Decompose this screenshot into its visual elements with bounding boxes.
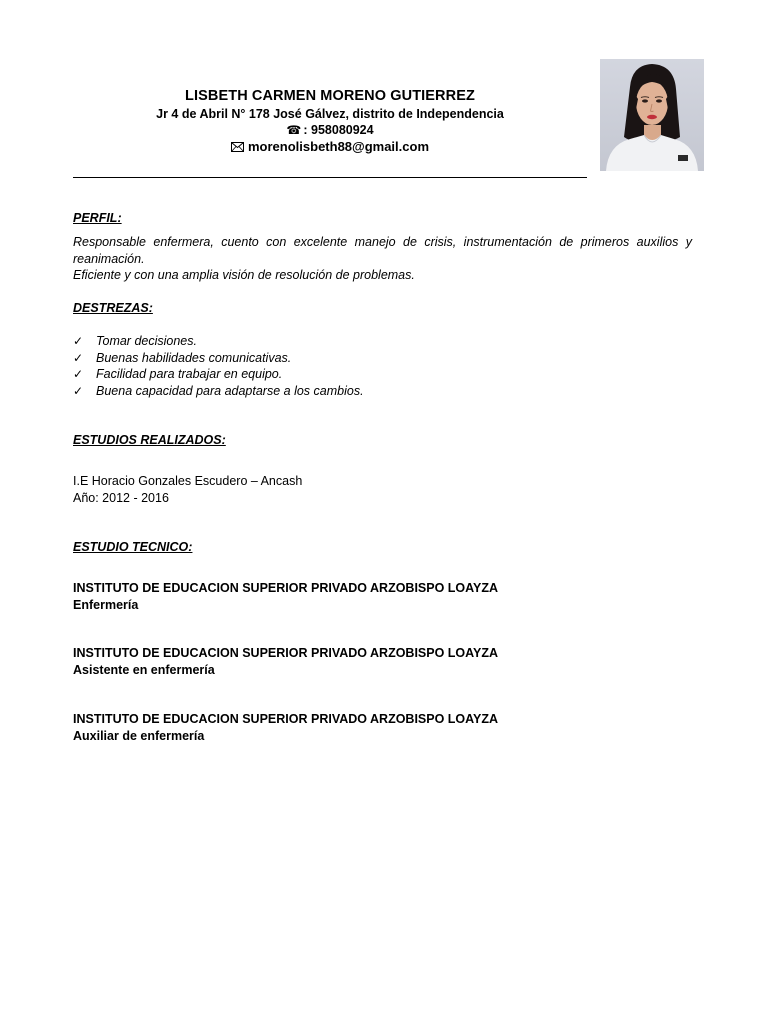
checkmark-icon: ✓ [73,350,84,365]
address: Jr 4 de Abril N° 178 José Gálvez, distrito de Independencia [156,107,504,121]
list-item [73,333,364,350]
phone-icon: ☎ [286,123,302,137]
skill-text: Tomar decisiones. [96,334,197,348]
email-line [73,138,587,156]
checkmark-icon: ✓ [73,383,84,398]
full-name: LISBETH CARMEN MORENO GUTIERREZ [185,88,475,104]
list-item [73,383,364,400]
perfil-heading: PERFIL: [73,211,122,225]
school-name: I.E Horacio Gonzales Escudero – Ancash [73,474,303,488]
school-years: Año: 2012 - 2016 [73,491,169,505]
list-item [73,350,364,367]
mail-icon [231,142,244,152]
program-name: Auxiliar de enfermería [73,729,205,743]
list-item [73,366,364,383]
perfil-summary: Responsable enfermera, cuento con excelente manejo de crisis, instrumentación de primeros auxilios y reanimación. [73,235,692,266]
program-name: Enfermería [73,598,139,612]
portrait-image [600,59,704,171]
profile-photo [600,59,704,171]
skill-text: Facilidad para trabajar en equipo. [96,367,283,381]
phone-number: : 958080924 [303,123,374,137]
phone-line [73,122,587,138]
institution-name: INSTITUTO DE EDUCACION SUPERIOR PRIVADO ARZOBISPO LOAYZA [73,581,499,595]
skills-list [73,333,364,399]
resume-header [73,86,587,156]
checkmark-icon: ✓ [73,367,84,381]
email-address: morenolisbeth88@gmail.com [248,139,429,154]
skill-text: Buena capacidad para adaptarse a los cambios. [96,383,364,398]
institution-name: INSTITUTO DE EDUCACION SUPERIOR PRIVADO ARZOBISPO LOAYZA [73,712,499,726]
destrezas-heading: DESTREZAS: [73,301,153,315]
tecnico-heading: ESTUDIO TECNICO: [73,540,193,554]
header-divider [73,177,587,178]
checkmark-icon: ✓ [73,334,84,348]
estudios-heading: ESTUDIOS REALIZADOS: [73,433,226,447]
skill-text: Buenas habilidades comunicativas. [96,350,292,365]
program-name: Asistente en enfermería [73,663,215,677]
institution-name: INSTITUTO DE EDUCACION SUPERIOR PRIVADO ARZOBISPO LOAYZA [73,646,499,660]
perfil-summary-second: Eficiente y con una amplia visión de resolución de problemas. [73,268,415,282]
